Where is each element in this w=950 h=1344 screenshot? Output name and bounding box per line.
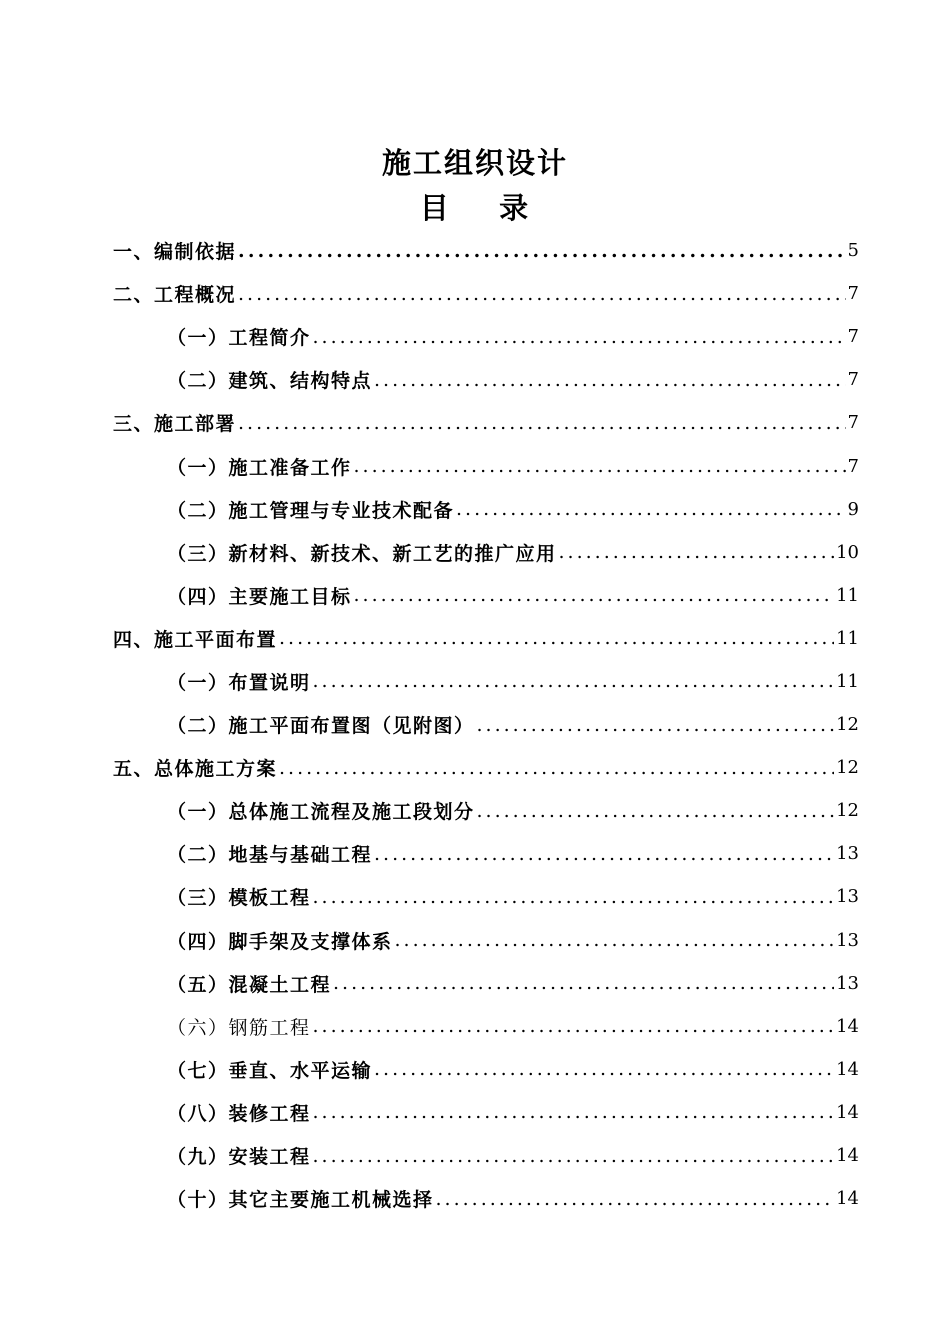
toc-entry-label: （二）建筑、结构特点 [167,370,373,393]
toc-leader-dots [333,972,834,994]
toc-entry-page-number: 13 [836,843,859,865]
toc-entry[interactable] [113,919,859,962]
toc-leader-dots [313,1145,835,1167]
toc-entry-page-number: 7 [847,369,859,391]
toc-leader-dots [354,584,835,606]
toc-leader-dots [374,1058,834,1080]
toc-entry[interactable] [113,875,859,918]
toc-entry[interactable] [113,358,859,401]
toc-entry[interactable] [113,574,859,617]
toc-entry[interactable] [113,401,859,444]
toc-entry-label: （二）施工平面布置图（见附图） [167,715,475,738]
toc-entry-page-number: 7 [847,283,859,305]
toc-entry[interactable] [113,1134,859,1177]
toc-leader-dots [238,412,846,434]
toc-leader-dots [279,757,834,779]
toc-entry-page-number: 12 [836,714,859,736]
toc-leader-dots [279,627,834,649]
toc-entry-label: 二、工程概况 [113,284,237,307]
toc-leader-dots [313,670,835,692]
toc-entry[interactable] [113,617,859,660]
toc-leader-dots [313,1015,835,1037]
toc-entry-label: （一）总体施工流程及施工段划分 [167,801,475,824]
toc-entry[interactable] [113,1177,859,1220]
toc-entry-label: （一）工程简介 [167,327,311,350]
toc-leader-dots [436,1188,835,1210]
toc-leader-dots [238,240,846,262]
toc-entry[interactable] [113,832,859,875]
toc-entry-label: （一）布置说明 [167,671,311,694]
toc-entry[interactable] [113,1005,859,1048]
toc-entry-label: （六）钢筋工程 [167,1016,311,1039]
toc-entry-page-number: 5 [847,240,859,262]
toc-entry-label: （八）装修工程 [167,1102,311,1125]
toc-entry-label: （四）脚手架及支撑体系 [167,930,393,953]
toc-entry-label: （四）主要施工目标 [167,585,352,608]
toc-entry-page-number: 9 [847,498,859,520]
toc-leader-dots [374,843,834,865]
toc-entry-label: （二）施工管理与专业技术配备 [167,499,455,522]
toc-entry-label: 一、编制依据 [113,241,237,264]
toc-entry-label: （九）安装工程 [167,1146,311,1169]
toc-entry[interactable] [113,703,859,746]
toc-leader-dots [559,541,835,563]
toc-entry-page-number: 7 [847,412,859,434]
document-title: 施工组织设计 [381,146,568,180]
toc-leader-dots [477,714,835,736]
toc-entry[interactable] [113,962,859,1005]
toc-entry-label: （一）施工准备工作 [167,456,352,479]
toc-leader-dots [313,886,835,908]
table-of-contents [113,229,859,1220]
toc-entry[interactable] [113,229,859,272]
toc-leader-dots [374,369,846,391]
toc-entry[interactable] [113,444,859,487]
toc-entry[interactable] [113,272,859,315]
toc-leader-dots [456,498,846,520]
toc-entry-page-number: 11 [836,627,859,649]
toc-entry[interactable] [113,1048,859,1091]
toc-entry-page-number: 12 [836,757,859,779]
toc-entry-label: （三）新材料、新技术、新工艺的推广应用 [167,542,557,565]
toc-entry-page-number: 14 [836,1101,859,1123]
toc-entry-page-number: 12 [836,800,859,822]
toc-leader-dots [395,929,835,951]
toc-entry-label: （三）模板工程 [167,887,311,910]
toc-entry-page-number: 13 [836,929,859,951]
toc-entry-label: 三、施工部署 [113,413,237,436]
toc-entry[interactable] [113,1091,859,1134]
toc-entry-label: （七）垂直、水平运输 [167,1059,373,1082]
toc-entry-page-number: 11 [836,670,859,692]
toc-leader-dots [238,283,846,305]
toc-entry[interactable] [113,531,859,574]
toc-entry[interactable] [113,488,859,531]
toc-entry-label: （十）其它主要施工机械选择 [167,1189,434,1212]
toc-entry-page-number: 14 [836,1015,859,1037]
toc-entry-page-number: 14 [836,1188,859,1210]
toc-leader-dots [477,800,835,822]
toc-entry-page-number: 10 [836,541,859,563]
toc-entry-page-number: 7 [847,455,859,477]
toc-leader-dots [313,1101,835,1123]
toc-entry-page-number: 14 [836,1145,859,1167]
toc-leader-dots [354,455,846,477]
toc-entry-page-number: 14 [836,1058,859,1080]
toc-entry[interactable] [113,315,859,358]
toc-heading: 目 录 [419,191,531,225]
toc-entry[interactable] [113,789,859,832]
toc-entry-page-number: 11 [836,584,859,606]
toc-entry[interactable] [113,660,859,703]
toc-entry-page-number: 13 [836,886,859,908]
toc-leader-dots [313,326,846,348]
toc-entry-label: （五）混凝土工程 [167,973,332,996]
toc-entry-label: （二）地基与基础工程 [167,844,373,867]
toc-entry-label: 五、总体施工方案 [113,758,278,781]
toc-entry-page-number: 7 [847,326,859,348]
toc-entry[interactable] [113,746,859,789]
toc-entry-label: 四、施工平面布置 [113,628,278,651]
toc-entry-page-number: 13 [836,972,859,994]
